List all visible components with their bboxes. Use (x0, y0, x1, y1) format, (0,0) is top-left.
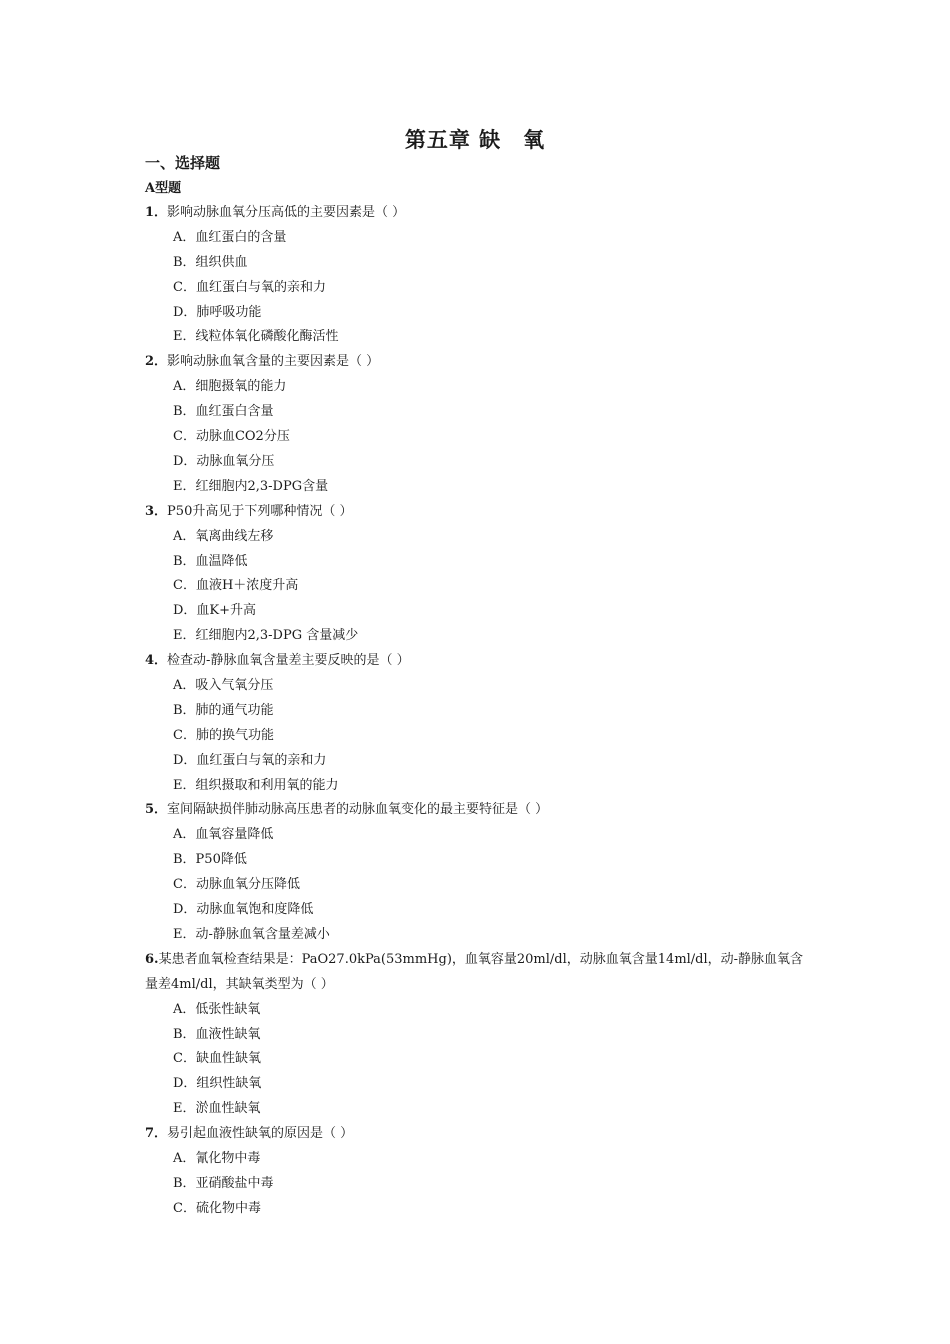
option-list (145, 226, 815, 350)
question-stem: 室间隔缺损伴肺动脉高压患者的动脉血氧变化的最主要特征是（ ） (167, 802, 549, 818)
option-a: A．血氧容量降低 (173, 827, 274, 843)
option-list (145, 823, 815, 947)
option-b: B．血红蛋白含量 (173, 404, 274, 420)
option-c: C．血红蛋白与氧的亲和力 (173, 279, 326, 295)
question-text (145, 500, 815, 525)
question-number: 7． (145, 1126, 168, 1142)
question-6 (145, 948, 815, 1122)
question-stem: 影响动脉血氧分压高低的主要因素是（ ） (167, 205, 406, 220)
option-d: D．血K+升高 (173, 603, 257, 619)
option-c: C．缺血性缺氧 (173, 1051, 261, 1067)
chapter-title: 第五章 缺 氧 (404, 127, 546, 152)
question-number: 3． (145, 503, 168, 519)
option-e: E．红细胞内2,3-DPG 含量减少 (173, 628, 359, 644)
question-number: 1． (145, 205, 168, 220)
question-list (145, 201, 815, 1222)
question-number: 6. (145, 951, 159, 967)
option-c: C．动脉血CO2分压 (173, 429, 290, 445)
option-e: E．动-静脉血氧含量差减小 (173, 926, 330, 942)
question-stem: 易引起血液性缺氧的原因是（ ） (167, 1126, 354, 1142)
option-a: A．血红蛋白的含量 (173, 229, 287, 245)
option-e: E．红细胞内2,3-DPG含量 (173, 478, 329, 494)
option-e: E．线粒体氧化磷酸化酶活性 (173, 329, 339, 345)
option-a: A．氧离曲线左移 (173, 528, 274, 544)
option-d: D．血红蛋白与氧的亲和力 (173, 752, 327, 768)
question-stem: P50升高见于下列哪种情况（ ） (167, 503, 353, 519)
option-b: B．组织供血 (173, 254, 248, 270)
question-7 (145, 1122, 815, 1222)
question-stem: 影响动脉血氧含量的主要因素是（ ） (167, 354, 380, 370)
question-text (145, 649, 815, 674)
question-3 (145, 500, 815, 649)
question-number: 4． (145, 653, 168, 669)
option-b: B．血温降低 (173, 553, 248, 569)
question-text (145, 798, 815, 823)
question-number: 5． (145, 802, 168, 818)
question-2 (145, 350, 815, 499)
question-number: 2． (145, 354, 168, 370)
question-text (145, 201, 815, 226)
option-a: A．吸入气氧分压 (173, 677, 274, 693)
option-list (145, 525, 815, 649)
section-heading: 一、选择题 (145, 154, 221, 172)
option-list (145, 674, 815, 798)
question-text (145, 948, 815, 998)
question-text (145, 350, 815, 375)
option-e: E．淤血性缺氧 (173, 1101, 261, 1117)
question-1 (145, 201, 815, 350)
option-e: E．组织摄取和利用氧的能力 (173, 777, 339, 793)
option-a: A．细胞摄氧的能力 (173, 379, 287, 395)
option-list (145, 998, 815, 1122)
option-c: C．硫化物中毒 (173, 1200, 261, 1216)
option-a: A．低张性缺氧 (173, 1001, 261, 1017)
option-d: D．肺呼吸功能 (173, 304, 262, 320)
option-b: B．P50降低 (173, 852, 247, 868)
option-c: C．血液H＋浓度升高 (173, 578, 299, 594)
question-4 (145, 649, 815, 798)
option-b: B．亚硝酸盐中毒 (173, 1175, 274, 1191)
option-d: D．动脉血氧分压 (173, 453, 275, 469)
option-d: D．动脉血氧饱和度降低 (173, 902, 314, 918)
option-list (145, 1147, 815, 1222)
subsection-heading: A型题 (145, 181, 182, 196)
question-text (145, 1122, 815, 1147)
document-body (145, 151, 815, 1222)
option-a: A．氰化物中毒 (173, 1150, 261, 1166)
question-5 (145, 798, 815, 947)
question-stem: 检查动-静脉血氧含量差主要反映的是（ ） (167, 653, 410, 669)
option-b: B．血液性缺氧 (173, 1026, 261, 1042)
option-c: C．动脉血氧分压降低 (173, 877, 300, 893)
option-list (145, 375, 815, 499)
question-stem: 某患者血氧检查结果是：PaO27.0kPa(53mmHg)，血氧容量20ml/dl，动脉血氧含量14ml/dl，动-静脉血氧含量差4ml/dl，其缺氧类型为（ ） (145, 951, 804, 992)
option-d: D．组织性缺氧 (173, 1076, 262, 1092)
option-b: B．肺的通气功能 (173, 702, 274, 718)
option-c: C．肺的换气功能 (173, 727, 274, 743)
